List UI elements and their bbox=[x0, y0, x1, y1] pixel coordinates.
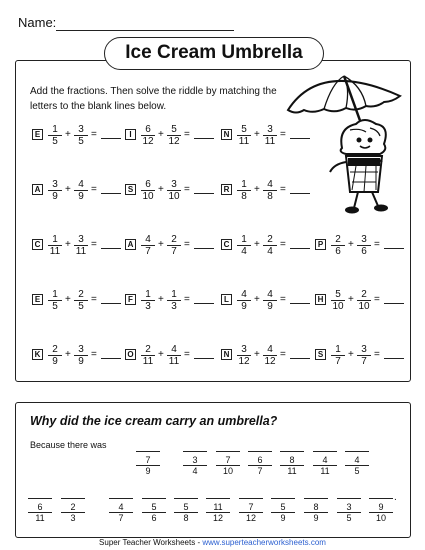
numerator: 6 bbox=[141, 124, 155, 136]
equals-sign: = bbox=[184, 239, 190, 250]
numerator: 1 bbox=[141, 289, 155, 301]
letter-blank[interactable] bbox=[248, 440, 272, 452]
numerator: 2 bbox=[141, 344, 155, 356]
denominator: 10 bbox=[358, 301, 370, 312]
letter-blank[interactable] bbox=[183, 440, 207, 452]
letter-blank[interactable] bbox=[61, 487, 85, 499]
denominator: 11 bbox=[168, 356, 180, 367]
problem-letter: E bbox=[32, 129, 43, 140]
denominator: 9 bbox=[78, 191, 84, 202]
numerator: 3 bbox=[183, 455, 207, 466]
denominator: 7 bbox=[145, 246, 151, 257]
numerator: 2 bbox=[74, 289, 88, 301]
riddle-slot bbox=[304, 487, 328, 524]
equals-sign: = bbox=[91, 349, 97, 360]
numerator: 6 bbox=[141, 179, 155, 191]
denominator: 7 bbox=[335, 356, 341, 367]
fraction-a bbox=[141, 344, 155, 367]
problem-letter: C bbox=[32, 239, 43, 250]
answer-blank[interactable] bbox=[101, 303, 121, 304]
numerator: 4 bbox=[141, 234, 155, 246]
fraction-b bbox=[74, 179, 88, 202]
fraction-a bbox=[237, 289, 251, 312]
denominator: 7 bbox=[171, 246, 177, 257]
riddle-slot bbox=[239, 487, 263, 524]
numerator: 5 bbox=[271, 502, 295, 513]
fraction-a bbox=[331, 344, 345, 367]
numerator: 5 bbox=[142, 502, 166, 513]
denominator: 11 bbox=[35, 513, 45, 523]
letter-blank[interactable] bbox=[313, 440, 337, 452]
problem-letter: H bbox=[315, 294, 326, 305]
equals-sign: = bbox=[280, 129, 286, 140]
problem-letter: R bbox=[221, 184, 232, 195]
denominator: 8 bbox=[183, 513, 189, 523]
fraction-a bbox=[48, 289, 62, 312]
riddle-slot bbox=[28, 487, 52, 524]
denominator: 11 bbox=[287, 466, 297, 476]
answer-blank[interactable] bbox=[101, 358, 121, 359]
answer-blank[interactable] bbox=[194, 303, 214, 304]
riddle-slot bbox=[337, 487, 361, 524]
denominator: 9 bbox=[145, 466, 151, 476]
denominator: 5 bbox=[78, 136, 84, 147]
numerator: 2 bbox=[263, 234, 277, 246]
plus-sign: + bbox=[254, 129, 260, 140]
riddle-slot bbox=[183, 440, 207, 477]
denominator: 10 bbox=[142, 191, 154, 202]
fraction-a bbox=[237, 124, 251, 147]
fraction-b bbox=[263, 234, 277, 257]
letter-blank[interactable] bbox=[136, 440, 160, 452]
numerator: 9 bbox=[369, 502, 393, 513]
fraction-a bbox=[141, 124, 155, 147]
numerator: 3 bbox=[167, 179, 181, 191]
problem-letter: F bbox=[125, 294, 136, 305]
denominator: 4 bbox=[267, 246, 273, 257]
equals-sign: = bbox=[91, 184, 97, 195]
letter-blank[interactable] bbox=[28, 487, 52, 499]
numerator: 3 bbox=[357, 234, 371, 246]
plus-sign: + bbox=[348, 349, 354, 360]
denominator: 8 bbox=[241, 191, 247, 202]
numerator: 4 bbox=[345, 455, 369, 466]
problem-letter: N bbox=[221, 129, 232, 140]
denominator: 12 bbox=[168, 136, 180, 147]
numerator: 2 bbox=[48, 344, 62, 356]
riddle-slot bbox=[109, 487, 133, 524]
denominator: 6 bbox=[151, 513, 157, 523]
denominator: 10 bbox=[375, 513, 386, 523]
plus-sign: + bbox=[254, 184, 260, 195]
riddle-slot bbox=[206, 487, 230, 524]
fraction-b bbox=[263, 289, 277, 312]
equals-sign: = bbox=[374, 239, 380, 250]
problem-letter: A bbox=[32, 184, 43, 195]
letter-blank[interactable] bbox=[271, 487, 295, 499]
answer-blank[interactable] bbox=[194, 248, 214, 249]
denominator: 9 bbox=[78, 356, 84, 367]
problem-letter: S bbox=[315, 349, 326, 360]
numerator: 3 bbox=[48, 179, 62, 191]
fraction-b bbox=[357, 234, 371, 257]
numerator: 3 bbox=[74, 124, 88, 136]
numerator: 2 bbox=[167, 234, 181, 246]
plus-sign: + bbox=[254, 349, 260, 360]
riddle-slot bbox=[136, 440, 160, 477]
answer-blank[interactable] bbox=[290, 138, 310, 139]
numerator: 4 bbox=[109, 502, 133, 513]
plus-sign: + bbox=[158, 129, 164, 140]
plus-sign: + bbox=[254, 294, 260, 305]
fraction-b bbox=[263, 344, 277, 367]
numerator: 8 bbox=[280, 455, 304, 466]
riddle-slot bbox=[248, 440, 272, 477]
fraction-b bbox=[167, 344, 181, 367]
denominator: 5 bbox=[78, 301, 84, 312]
fraction-a bbox=[48, 124, 62, 147]
riddle-question: Why did the ice cream carry an umbrella? bbox=[30, 414, 278, 428]
denominator: 9 bbox=[313, 513, 319, 523]
numerator: 4 bbox=[74, 179, 88, 191]
denominator: 3 bbox=[70, 513, 76, 523]
fraction-a bbox=[237, 179, 251, 202]
numerator: 3 bbox=[357, 344, 371, 356]
equals-sign: = bbox=[184, 349, 190, 360]
letter-blank[interactable] bbox=[206, 487, 230, 499]
numerator: 3 bbox=[74, 234, 88, 246]
riddle-slot bbox=[271, 487, 295, 524]
equals-sign: = bbox=[280, 294, 286, 305]
answer-blank[interactable] bbox=[194, 193, 214, 194]
equals-sign: = bbox=[280, 349, 286, 360]
ice-cream-umbrella-illustration bbox=[280, 68, 410, 218]
equals-sign: = bbox=[184, 184, 190, 195]
fraction-b bbox=[74, 344, 88, 367]
denominator: 7 bbox=[361, 356, 367, 367]
problem-letter: P bbox=[315, 239, 326, 250]
denominator: 5 bbox=[346, 513, 352, 523]
answer-blank[interactable] bbox=[290, 303, 310, 304]
fraction-a bbox=[48, 179, 62, 202]
fraction-b bbox=[167, 124, 181, 147]
answer-blank[interactable] bbox=[384, 248, 404, 249]
fraction-a bbox=[48, 234, 62, 257]
answer-blank[interactable] bbox=[194, 358, 214, 359]
fraction-b bbox=[167, 179, 181, 202]
fraction-b bbox=[357, 289, 371, 312]
numerator: 8 bbox=[304, 502, 328, 513]
problem-letter: K bbox=[32, 349, 43, 360]
numerator: 1 bbox=[237, 234, 251, 246]
letter-blank[interactable] bbox=[337, 487, 361, 499]
numerator: 6 bbox=[28, 502, 52, 513]
plus-sign: + bbox=[158, 294, 164, 305]
denominator: 9 bbox=[52, 356, 58, 367]
letter-blank[interactable] bbox=[304, 487, 328, 499]
riddle-slot bbox=[313, 440, 337, 477]
letter-blank[interactable] bbox=[345, 440, 369, 452]
plus-sign: + bbox=[65, 184, 71, 195]
equals-sign: = bbox=[374, 294, 380, 305]
numerator: 5 bbox=[174, 502, 198, 513]
fraction-b bbox=[167, 289, 181, 312]
numerator: 3 bbox=[237, 344, 251, 356]
numerator: 5 bbox=[331, 289, 345, 301]
numerator: 3 bbox=[337, 502, 361, 513]
plus-sign: + bbox=[65, 294, 71, 305]
fraction-a bbox=[141, 234, 155, 257]
fraction-b bbox=[167, 234, 181, 257]
answer-blank[interactable] bbox=[290, 358, 310, 359]
numerator: 4 bbox=[167, 344, 181, 356]
footer-brand: Super Teacher Worksheets - bbox=[99, 538, 203, 547]
riddle-slot bbox=[345, 440, 369, 477]
denominator: 4 bbox=[241, 246, 247, 257]
numerator: 7 bbox=[239, 502, 263, 513]
denominator: 12 bbox=[264, 356, 276, 367]
denominator: 3 bbox=[145, 301, 151, 312]
letter-blank[interactable] bbox=[142, 487, 166, 499]
answer-blank[interactable] bbox=[101, 193, 121, 194]
answer-blank[interactable] bbox=[384, 358, 404, 359]
denominator: 12 bbox=[142, 136, 154, 147]
name-label: Name: bbox=[18, 15, 57, 30]
riddle-slot bbox=[369, 487, 393, 524]
denominator: 11 bbox=[75, 246, 87, 257]
denominator: 4 bbox=[192, 466, 198, 476]
fraction-a bbox=[48, 344, 62, 367]
denominator: 5 bbox=[354, 466, 360, 476]
numerator: 2 bbox=[331, 234, 345, 246]
numerator: 1 bbox=[48, 289, 62, 301]
denominator: 12 bbox=[212, 513, 223, 523]
fraction-a bbox=[141, 289, 155, 312]
riddle-slot bbox=[216, 440, 240, 477]
denominator: 12 bbox=[238, 356, 250, 367]
fraction-a bbox=[237, 234, 251, 257]
equals-sign: = bbox=[91, 239, 97, 250]
denominator: 6 bbox=[335, 246, 341, 257]
letter-blank[interactable] bbox=[109, 487, 133, 499]
equals-sign: = bbox=[374, 349, 380, 360]
denominator: 9 bbox=[241, 301, 247, 312]
answer-blank[interactable] bbox=[194, 138, 214, 139]
footer bbox=[0, 538, 425, 547]
fraction-b bbox=[74, 289, 88, 312]
denominator: 5 bbox=[52, 136, 58, 147]
denominator: 7 bbox=[257, 466, 263, 476]
denominator: 12 bbox=[245, 513, 256, 523]
numerator: 1 bbox=[48, 124, 62, 136]
fraction-b bbox=[74, 234, 88, 257]
problem-letter: I bbox=[125, 129, 136, 140]
riddle-slot bbox=[280, 440, 304, 477]
denominator: 6 bbox=[361, 246, 367, 257]
denominator: 11 bbox=[238, 136, 250, 147]
name-line[interactable] bbox=[56, 30, 234, 31]
denominator: 10 bbox=[332, 301, 344, 312]
footer-link[interactable]: www.superteacherworksheets.com bbox=[202, 538, 326, 547]
plus-sign: + bbox=[65, 349, 71, 360]
worksheet-title: Ice Cream Umbrella bbox=[104, 37, 324, 70]
denominator: 11 bbox=[142, 356, 154, 367]
numerator: 3 bbox=[74, 344, 88, 356]
letter-blank[interactable] bbox=[280, 440, 304, 452]
letter-blank[interactable] bbox=[174, 487, 198, 499]
problem-letter: L bbox=[221, 294, 232, 305]
letter-blank[interactable] bbox=[369, 487, 393, 499]
plus-sign: + bbox=[65, 129, 71, 140]
denominator: 10 bbox=[168, 191, 180, 202]
riddle-period: . bbox=[394, 492, 397, 503]
riddle-slot bbox=[61, 487, 85, 524]
denominator: 9 bbox=[52, 191, 58, 202]
equals-sign: = bbox=[184, 294, 190, 305]
numerator: 2 bbox=[357, 289, 371, 301]
denominator: 3 bbox=[171, 301, 177, 312]
answer-blank[interactable] bbox=[384, 303, 404, 304]
numerator: 7 bbox=[216, 455, 240, 466]
numerator: 6 bbox=[248, 455, 272, 466]
denominator: 9 bbox=[267, 301, 273, 312]
numerator: 4 bbox=[237, 289, 251, 301]
numerator: 3 bbox=[263, 124, 277, 136]
numerator: 5 bbox=[167, 124, 181, 136]
letter-blank[interactable] bbox=[216, 440, 240, 452]
numerator: 4 bbox=[263, 289, 277, 301]
riddle-slot bbox=[142, 487, 166, 524]
numerator: 2 bbox=[61, 502, 85, 513]
instructions: Add the fractions. Then solve the riddle by matching the letters to the blank lines below. bbox=[30, 86, 277, 112]
denominator: 5 bbox=[52, 301, 58, 312]
letter-blank[interactable] bbox=[239, 487, 263, 499]
equals-sign: = bbox=[280, 184, 286, 195]
fraction-b bbox=[263, 124, 277, 147]
fraction-a bbox=[331, 234, 345, 257]
plus-sign: + bbox=[65, 239, 71, 250]
answer-blank[interactable] bbox=[290, 193, 310, 194]
denominator: 7 bbox=[118, 513, 124, 523]
plus-sign: + bbox=[348, 239, 354, 250]
fraction-a bbox=[331, 289, 345, 312]
numerator: 5 bbox=[237, 124, 251, 136]
equals-sign: = bbox=[184, 129, 190, 140]
plus-sign: + bbox=[158, 184, 164, 195]
problem-letter: N bbox=[221, 349, 232, 360]
numerator: 11 bbox=[206, 502, 230, 513]
problem-letter: E bbox=[32, 294, 43, 305]
denominator: 11 bbox=[264, 136, 276, 147]
answer-blank[interactable] bbox=[101, 248, 121, 249]
numerator: 1 bbox=[331, 344, 345, 356]
plus-sign: + bbox=[348, 294, 354, 305]
numerator: 1 bbox=[48, 234, 62, 246]
fraction-a bbox=[237, 344, 251, 367]
problem-letter: C bbox=[221, 239, 232, 250]
numerator: 4 bbox=[263, 179, 277, 191]
fraction-b bbox=[357, 344, 371, 367]
numerator: 1 bbox=[237, 179, 251, 191]
answer-blank[interactable] bbox=[101, 138, 121, 139]
numerator: 1 bbox=[167, 289, 181, 301]
plus-sign: + bbox=[254, 239, 260, 250]
equals-sign: = bbox=[280, 239, 286, 250]
riddle-slot bbox=[174, 487, 198, 524]
denominator: 11 bbox=[49, 246, 61, 257]
denominator: 10 bbox=[222, 466, 233, 476]
riddle-prefix: Because there was bbox=[30, 440, 107, 450]
problem-letter: A bbox=[125, 239, 136, 250]
numerator: 4 bbox=[313, 455, 337, 466]
plus-sign: + bbox=[158, 349, 164, 360]
fraction-b bbox=[74, 124, 88, 147]
denominator: 9 bbox=[280, 513, 286, 523]
plus-sign: + bbox=[158, 239, 164, 250]
numerator: 7 bbox=[136, 455, 160, 466]
problem-letter: O bbox=[125, 349, 136, 360]
equals-sign: = bbox=[91, 129, 97, 140]
problem-letter: S bbox=[125, 184, 136, 195]
equals-sign: = bbox=[91, 294, 97, 305]
fraction-a bbox=[141, 179, 155, 202]
fraction-b bbox=[263, 179, 277, 202]
numerator: 4 bbox=[263, 344, 277, 356]
denominator: 11 bbox=[320, 466, 330, 476]
denominator: 8 bbox=[267, 191, 273, 202]
answer-blank[interactable] bbox=[290, 248, 310, 249]
